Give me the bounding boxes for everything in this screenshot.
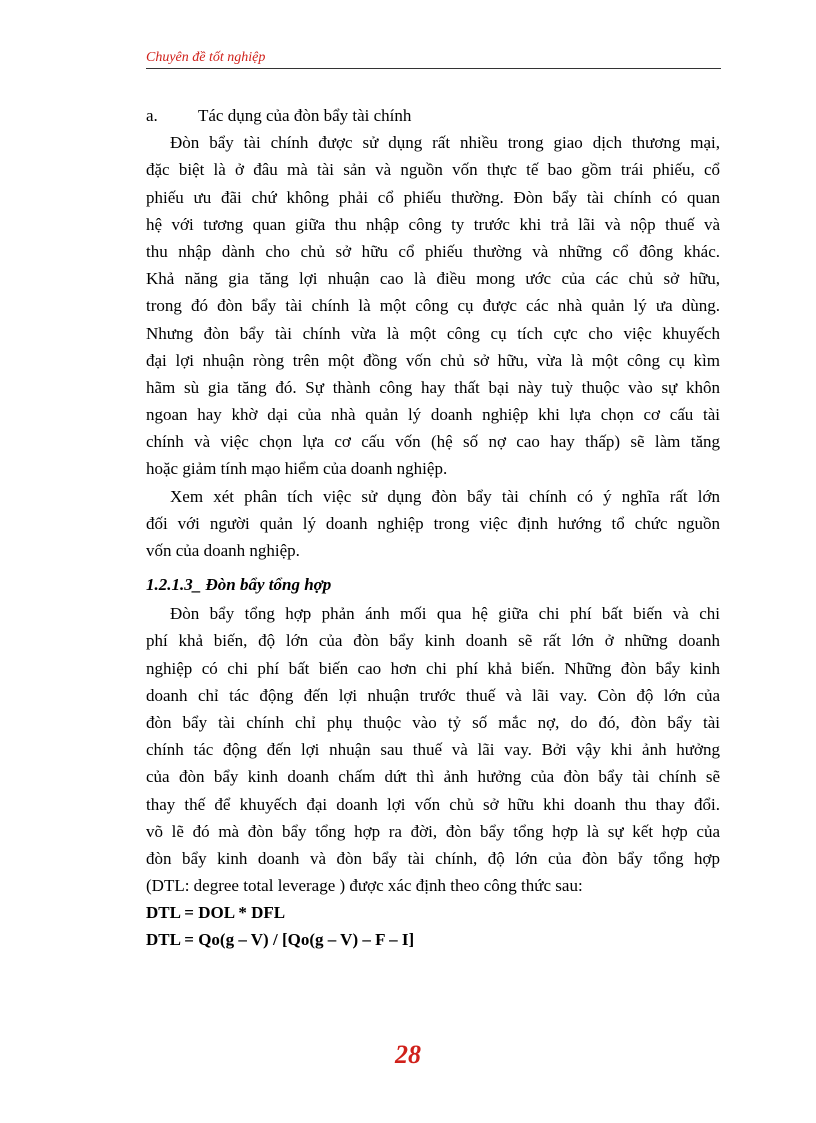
text-line: thu nhập dành cho chủ sở hữu cổ phiếu thường và những cổ đông khác. (146, 241, 720, 261)
paragraph-total-leverage (146, 600, 720, 899)
text-line: phiếu ưu đãi chứ không phải cổ phiếu thường. Đòn bẩy tài chính có quan (146, 187, 720, 207)
text-line: đòn bẩy tài chính chỉ phụ thuộc vào tỷ số mắc nợ, do đó, đòn bẩy tài (146, 712, 720, 732)
text-line: của đòn bẩy kinh doanh chấm dứt thì ảnh hưởng của đòn bẩy tài chính sẽ (146, 767, 720, 787)
text-line: Xem xét phân tích việc sử dụng đòn bẩy tài chính có ý nghĩa rất lớn (170, 486, 720, 506)
text-line: Khả năng gia tăng lợi nhuận cao là điều mong ước của các chủ sở hữu, (146, 269, 720, 289)
text-line: đối với người quản lý doanh nghiệp trong việc định hướng tổ chức nguồn (146, 513, 720, 533)
text-line: đòn bẩy kinh doanh và đòn bẩy tài chính, độ lớn của đòn bẩy tổng hợp (146, 848, 720, 868)
text-line: Đòn bẩy tài chính được sử dụng rất nhiều trong giao dịch thương mại, (170, 133, 720, 153)
text-line: Nhưng đòn bẩy tài chính vừa là một công cụ tích cực cho việc khuyếch (146, 323, 720, 343)
paragraph-analysis (146, 483, 720, 565)
subsection-heading: 1.2.1.3_ Đòn bẩy tổng hợp (146, 575, 332, 595)
text-line: thay thế để khuyếch đại doanh lợi vốn chủ sở hữu khi doanh thu thay đổi. (146, 794, 720, 814)
paragraph-effects (146, 129, 720, 482)
text-line: đặc biệt là ở đâu mà tài sản và nguồn vốn thực tế bao gồm trái phiếu, cổ (146, 160, 720, 180)
text-line: (DTL: degree total leverage ) được xác định theo công thức sau: (146, 876, 583, 896)
page-number: 28 (395, 1040, 421, 1069)
text-line: vốn của doanh nghiệp. (146, 541, 300, 560)
list-label: a. (146, 106, 158, 125)
header-divider (146, 68, 721, 69)
page-body (146, 102, 720, 954)
text-line: phí khả biến, độ lớn của đòn bẩy kinh doanh sẽ rất lớn ở những doanh (146, 631, 720, 651)
text-line: đại lợi nhuận ròng trên một đồng vốn chủ sở hữu, vừa là một công cụ kìm (146, 350, 720, 370)
running-header: Chuyên đề tốt nghiệp (146, 50, 266, 65)
text-line: chính và việc chọn lựa cơ cấu vốn (hệ số nợ cao hay thấp) sẽ làm tăng (146, 432, 720, 452)
formula-dtl-product: DTL = DOL * DFL (146, 903, 286, 923)
section-heading-text: Tác dụng của đòn bẩy tài chính (198, 106, 412, 125)
formula-dtl-expanded: DTL = Qo(g – V) / [Qo(g – V) – F – I] (146, 930, 415, 950)
text-line: ngoan hay khờ dại của nhà quản lý doanh nghiệp khi lựa chọn cơ cấu tài (146, 405, 720, 425)
text-line: hãm sù gia tăng đó. Sự thành công hay thất bại này tuỳ thuộc vào sự khôn (146, 377, 720, 397)
text-line: nghiệp có chi phí bất biến cao hơn chi phí khả biến. Những đòn bẩy kinh (146, 658, 720, 678)
text-line: hệ với tương quan giữa thu nhập công ty trước khi trả lãi và nộp thuế và (146, 214, 720, 234)
text-line: Đòn bẩy tổng hợp phản ánh mối qua hệ giữa chi phí bất biến và chi (170, 604, 720, 624)
text-line: võ lẽ đó mà đòn bẩy tổng hợp ra đời, đòn bẩy tổng hợp là sự kết hợp của (146, 821, 720, 841)
text-line: trong đó đòn bẩy tài chính là một công cụ được các nhà quản lý ưa dùng. (146, 296, 720, 316)
text-line: hoặc giảm tính mạo hiểm của doanh nghiệp. (146, 459, 448, 479)
text-line: chính tác động đến lợi nhuận sau thuế và lãi vay. Bởi vậy khi ảnh hưởng (146, 740, 720, 760)
text-line: doanh chỉ tác động đến lợi nhuận trước thuế và lãi vay. Còn độ lớn của (146, 685, 720, 705)
section-heading-a (146, 102, 720, 129)
